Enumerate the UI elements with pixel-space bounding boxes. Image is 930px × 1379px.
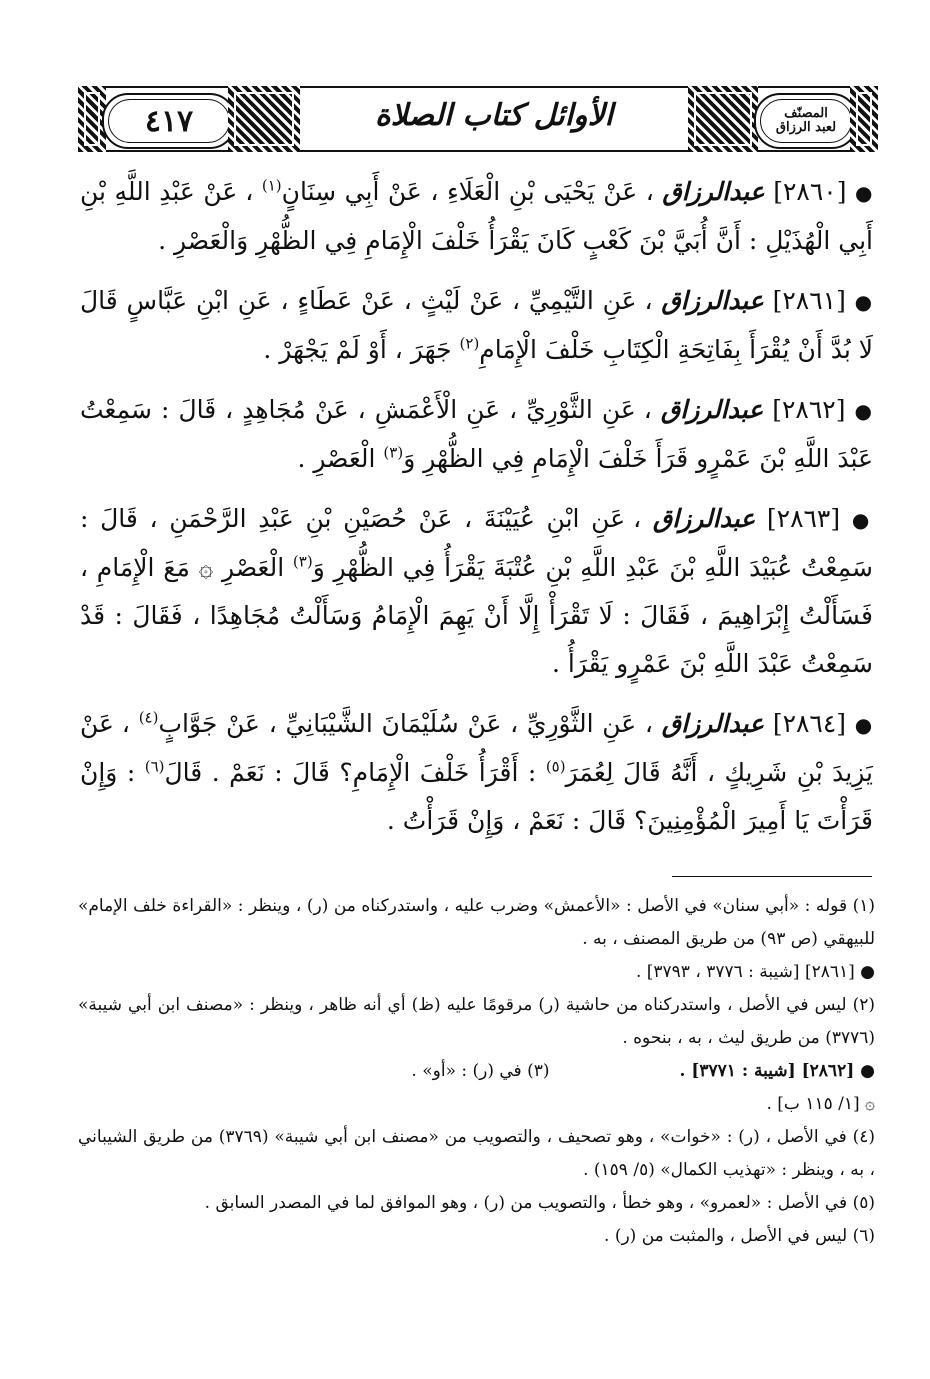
folio-marker: ۞ [١/ ١١٥ ب] . <box>766 1094 875 1114</box>
hadith-source: عبدالرزاق <box>660 395 764 424</box>
footnote-ref[interactable]: (٢) <box>459 334 480 353</box>
seal-line-1: المصنّف <box>784 106 828 121</box>
hadith-text: ، عَنِ الثَّوْرِيِّ ، عَنِ الْأَعْمَشِ ، عَنْ مُجَاهِدٍ ، قَالَ : سَمِعْتُ عَبْدَ اللَّهِ بْنَ عَمْرٍو قَرَأَ خَلْفَ الْإِمَامِ فِي الظُّهْرِ وَ <box>80 395 873 473</box>
hadith-marker: ● <box>854 399 874 423</box>
seal-line-2: لعبد الرزاق <box>775 120 837 135</box>
ornament-right-inner <box>688 86 758 152</box>
hadith-text: ، عَنِ التَّيْمِيِّ ، عَنْ لَيْثٍ ، عَنْ عَطَاءٍ ، عَنِ ابْنِ عَبَّاسٍ قَالَ لَا بُدَّ أَنْ يُقْرَأَ بِفَاتِحَةِ الْكِتَابِ خَلْفَ الْإِمَامِ <box>80 286 873 364</box>
hadith-marker: ● <box>851 508 873 532</box>
hadith-source: عبدالرزاق <box>652 504 756 533</box>
footnotes <box>78 890 875 1253</box>
book-seal <box>754 93 858 149</box>
hadith-number: [٢٨٦٤] <box>772 709 847 738</box>
hadith-2860 <box>80 168 875 265</box>
footnote-ref[interactable]: (٥) <box>545 757 566 776</box>
running-title: الأوائل كتاب الصلاة <box>374 98 614 133</box>
ornament-left-inner <box>228 86 300 152</box>
running-header <box>78 86 878 152</box>
hadith-2861 <box>80 277 875 374</box>
footnote-4: (٤) في الأصل ، (ر) : «خوات» ، وهو تصحيف ، والتصويب من «مصنف ابن أبي شيبة» (٣٧٦٩) من طريق الشيباني ، به ، وينظر : «تهذيب الكمال» (٥/ ١٥٩) . <box>78 1127 875 1180</box>
hadith-number: [٢٨٦٣] <box>766 504 841 533</box>
footnote-6: (٦) ليس في الأصل ، والمثبت من (ر) . <box>604 1226 875 1246</box>
hadith-2864 <box>80 700 875 845</box>
footnote-ref[interactable]: (٦) <box>144 757 165 776</box>
hadith-source: عبدالرزاق <box>661 709 765 738</box>
page-number: ٤١٧ <box>144 103 194 139</box>
hadith-marker: ● <box>854 290 873 314</box>
hadith-text: ، عَنْ يَحْيَى بْنِ الْعَلَاءِ ، عَنْ أَبِي سِنَانٍ <box>281 177 654 206</box>
hadith-source: عبدالرزاق <box>662 177 765 206</box>
hadith-text: الْعَصْرِ . <box>297 444 376 473</box>
hadith-marker: ● <box>855 181 874 205</box>
hadith-marker: ● <box>854 713 873 737</box>
ornament-right-outer <box>850 86 878 152</box>
cross-reference-2862: ● [٢٨٦٢] [شيبة : ٣٧٧١] . <box>679 1061 875 1081</box>
footnote-5: (٥) في الأصل : «لعمرو» ، وهو خطأ ، والتصويب من (ر) ، وهو الموافق لما في المصدر السابق . <box>204 1193 875 1213</box>
footnote-ref[interactable]: (٣) <box>292 552 313 571</box>
header-top-rule <box>78 86 878 88</box>
footnote-separator <box>672 876 872 877</box>
hadith-text: ، عَنْ عَبْدِ اللَّهِ بْنِ أَبِي الْهُذَيْلِ : أَنَّ أُبَيَّ بْنَ كَعْبٍ كَانَ يَقْرَأُ خَلْفَ الْإِمَامِ فِي الظُّهْرِ وَالْعَصْرِ . <box>80 177 873 255</box>
footnote-ref[interactable]: (٤) <box>138 708 159 727</box>
footnote-ref[interactable]: (١) <box>261 176 282 195</box>
footnote-1: (١) قوله : «أبي سنان» في الأصل : «الأعمش» وضرب عليه ، واستدركناه من (ر) ، وينظر : «القراءة خلف الإمام» للبيهقي (ص ٩٣) من طريق المصنف ، به . <box>78 896 875 949</box>
hadith-number: [٢٨٦١] <box>772 286 846 315</box>
hadith-text: جَهَرَ ، أَوْ لَمْ يَجْهَرْ . <box>263 335 452 364</box>
hadith-text: ، عَنِ ابْنِ عُيَيْنَةَ ، عَنْ حُصَيْنِ بْنِ عَبْدِ الرَّحْمَنِ ، قَالَ : سَمِعْتُ عُبَيْدَ اللَّهِ بْنَ عَبْدِ اللَّهِ بْنِ عُتْبَةَ يَقْرَأُ فِي الظُّهْرِ وَ <box>80 504 873 582</box>
footnote-ref[interactable]: (٣) <box>383 443 404 462</box>
hadith-2863 <box>80 495 875 688</box>
hadith-source: عبدالرزاق <box>661 286 764 315</box>
hadith-text: ، عَنِ الثَّوْرِيِّ ، عَنْ سُلَيْمَانَ الشَّيْبَانِيِّ ، عَنْ جَوَّابٍ <box>158 709 654 738</box>
footnote-3: (٣) في (ر) : «أو» . <box>411 1061 550 1081</box>
hadith-text: الْعَصْرِ ۞ مَعَ الْإِمَامِ ، فَسَأَلْتُ إِبْرَاهِيمَ ، فَقَالَ : لَا تَقْرَأْ إِلَّا أَنْ يَهِمَ الْإِمَامُ وَسَأَلْتُ مُجَاهِدًا ، فَقَالَ : قَدْ سَمِعْتُ عَبْدَ اللَّهِ بْنَ عَمْرٍو يَقْرَأُ . <box>80 553 873 678</box>
cross-reference-2861: ● [٢٨٦١] [شيبة : ٣٧٧٦ ، ٣٧٩٣] . <box>635 962 875 982</box>
footnote-2: (٢) ليس في الأصل ، واستدركناه من حاشية (ر) مرقومًا عليه (ظ) أي أنه ظاهر ، وينظر : «مصنف ابن أبي شيبة» (٣٧٧٦) من طريق ليث ، به ، بنحوه . <box>78 995 875 1048</box>
hadith-number: [٢٨٦٢] <box>772 395 846 424</box>
footnote-row <box>78 1055 875 1088</box>
main-text <box>80 168 875 857</box>
hadith-number: [٢٨٦٠] <box>773 177 847 206</box>
page-number-cartouche <box>102 93 236 149</box>
hadith-text: : أَقْرَأُ خَلْفَ الْإِمَامِ؟ قَالَ : نَعَمْ . قَالَ <box>164 758 537 787</box>
header-bottom-rule <box>78 150 878 152</box>
hadith-text: : وَإِنْ قَرَأْتَ يَا أَمِيرَ الْمُؤْمِنِينَ؟ قَالَ : نَعَمْ ، وَإِنْ قَرَأْتُ . <box>80 758 873 835</box>
hadith-2862 <box>80 386 875 483</box>
hadith-text: ، عَنْ يَزِيدَ بْنِ شَرِيكٍ ، أَنَّهُ قَالَ لِعُمَرَ <box>80 709 873 787</box>
